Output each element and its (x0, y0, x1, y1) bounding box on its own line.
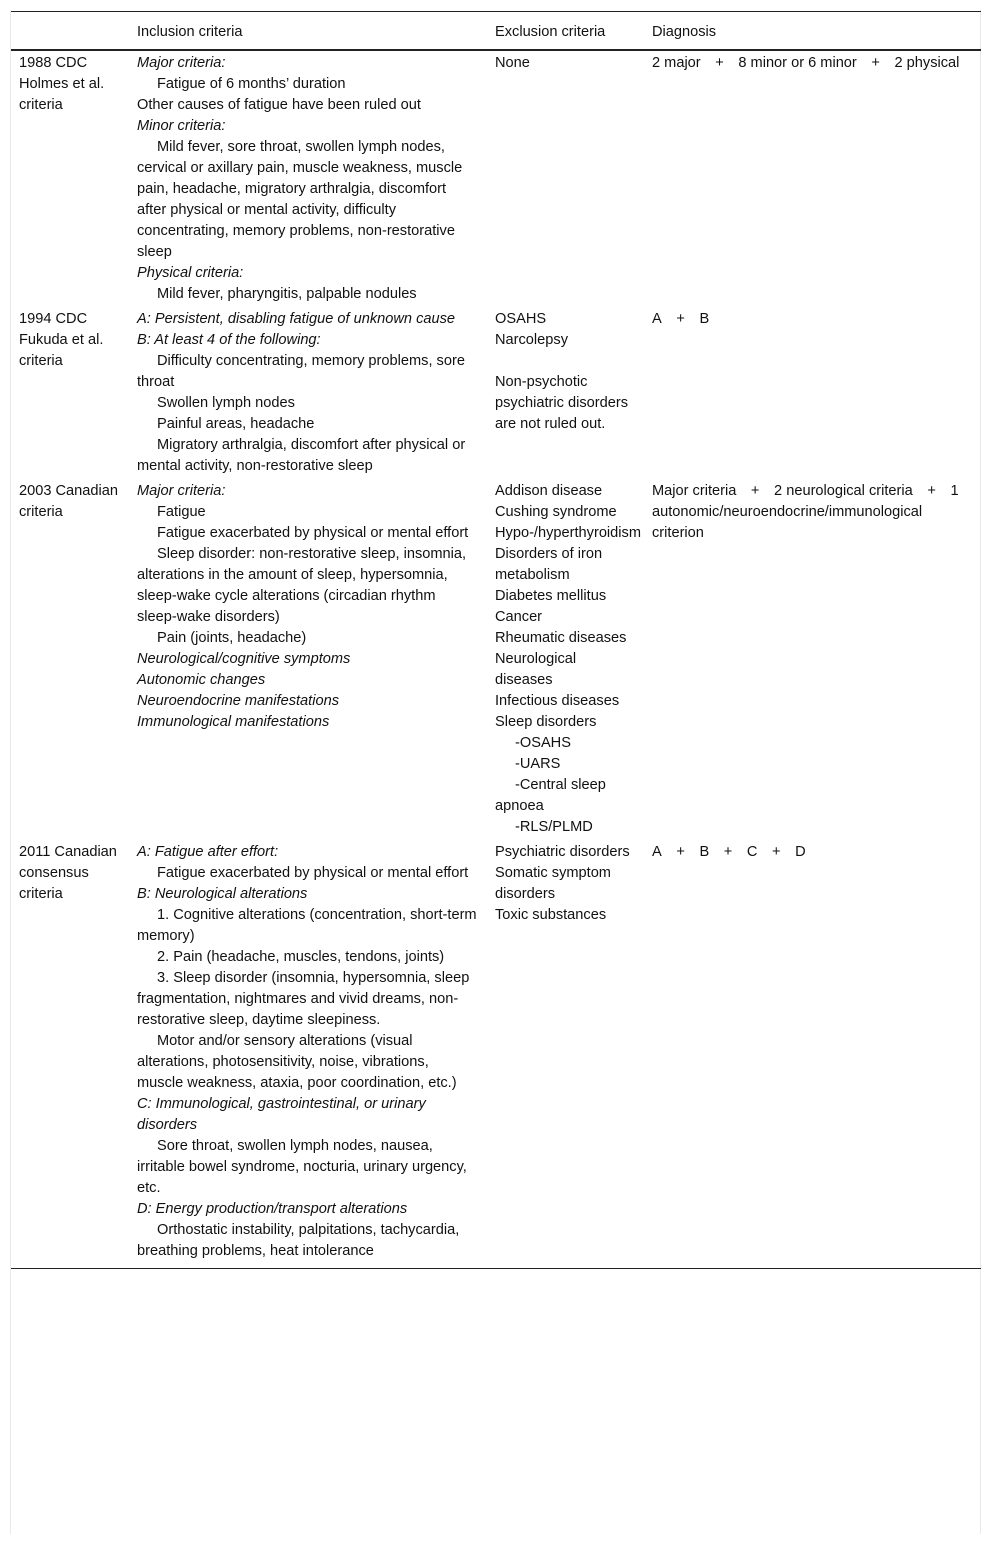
criteria-line: Cancer (495, 609, 543, 625)
table-row (11, 50, 981, 307)
criteria-line: Fatigue of 6 months’ duration (157, 76, 346, 92)
criteria-heading: Neurological/cognitive symptoms (137, 651, 351, 667)
criteria-line: Orthostatic instability, palpitations, tachycardia, breathing problems, heat intolerance (137, 1222, 460, 1259)
criteria-heading: Physical criteria: (137, 265, 244, 281)
header-diagnosis: Diagnosis (652, 23, 717, 40)
criteria-line: Sleep disorders (495, 714, 597, 730)
criteria-line: Migratory arthralgia, discomfort after physical or mental activity, non-restorative sleep (137, 437, 466, 474)
criteria-heading: Autonomic changes (137, 672, 266, 688)
diagnosis-cell: A + B + C + D (652, 844, 806, 860)
header-criteria-set (11, 12, 129, 51)
exclusion-cell (487, 50, 644, 307)
criteria-line: Sore throat, swollen lymph nodes, nausea, irritable bowel syndrome, nocturia, urinary urgency, etc. (137, 1138, 467, 1196)
criteria-line: 1. Cognitive alterations (concentration, short-term memory) (137, 907, 477, 944)
criteria-line: Fatigue exacerbated by physical or mental effort (157, 525, 469, 541)
criteria-set-name: 2011 Canadian consensus criteria (19, 844, 117, 902)
exclusion-cell (487, 479, 644, 840)
criteria-line: Narcolepsy (495, 332, 568, 348)
criteria-line: 2. Pain (headache, muscles, tendons, joints) (157, 949, 445, 965)
criteria-heading: D: Energy production/transport alterations (137, 1201, 408, 1217)
criteria-line: Fatigue (157, 504, 206, 520)
table-header-row (11, 12, 981, 51)
inclusion-cell (129, 50, 487, 307)
table-row (11, 307, 981, 479)
criteria-heading: Major criteria: (137, 55, 226, 71)
criteria-table (11, 11, 981, 1269)
table-row (11, 840, 981, 1269)
criteria-line: Sleep disorder: non-restorative sleep, insomnia, alterations in the amount of sleep, hypersomnia, sleep-wake cycle alterations (circadian rhythm sleep-wake disorders) (137, 546, 467, 625)
criteria-line: Fatigue exacerbated by physical or mental effort (157, 865, 469, 881)
criteria-line: Swollen lymph nodes (157, 395, 295, 411)
criteria-line: Non-psychotic psychiatric disorders are not ruled out. (495, 374, 629, 432)
exclusion-cell (487, 840, 644, 1269)
criteria-line: Painful areas, headache (157, 416, 315, 432)
criteria-line: Infectious diseases (495, 693, 620, 709)
criteria-line: -OSAHS (515, 735, 571, 751)
criteria-heading: C: Immunological, gastrointestinal, or urinary disorders (137, 1096, 426, 1133)
criteria-line: Diabetes mellitus (495, 588, 607, 604)
diagnosis-cell: Major criteria + 2 neurological criteria + 1 autonomic/neuroendocrine/immunological criterion (652, 483, 959, 541)
inclusion-cell (129, 479, 487, 840)
exclusion-cell (487, 307, 644, 479)
criteria-line: None (495, 55, 530, 71)
criteria-line: Neurological diseases (495, 651, 577, 688)
criteria-line: Other causes of fatigue have been ruled out (137, 97, 421, 113)
criteria-heading: Major criteria: (137, 483, 226, 499)
criteria-line: Disorders of iron metabolism (495, 546, 603, 583)
criteria-line: Addison disease (495, 483, 603, 499)
criteria-line: Mild fever, sore throat, swollen lymph nodes, cervical or axillary pain, muscle weakness, muscle pain, headache, migratory arthralgia, discomfort after physical or mental activity, difficulty concentrating, memory problems, non-restorative sleep (137, 139, 463, 260)
criteria-heading: A: Fatigue after effort: (137, 844, 279, 860)
criteria-line: Cushing syndrome (495, 504, 617, 520)
inclusion-cell (129, 307, 487, 479)
criteria-line: OSAHS (495, 311, 547, 327)
criteria-line: -UARS (515, 756, 561, 772)
blank-line (495, 351, 636, 372)
criteria-line: Mild fever, pharyngitis, palpable nodules (157, 286, 417, 302)
criteria-set-name: 2003 Canadian criteria (19, 483, 118, 520)
criteria-line: Hypo-/hyperthyroidism (495, 525, 641, 541)
table-row (11, 479, 981, 840)
header-exclusion: Exclusion criteria (495, 23, 606, 40)
criteria-heading: B: At least 4 of the following: (137, 332, 321, 348)
criteria-heading: A: Persistent, disabling fatigue of unknown cause (137, 311, 456, 327)
criteria-heading: Minor criteria: (137, 118, 226, 134)
criteria-line: Somatic symptom disorders (495, 865, 611, 902)
header-inclusion: Inclusion criteria (137, 23, 243, 40)
criteria-line: Motor and/or sensory alterations (visual alterations, photosensitivity, noise, vibrations, muscle weakness, ataxia, poor coordination, etc.) (137, 1033, 457, 1091)
criteria-heading: B: Neurological alterations (137, 886, 308, 902)
criteria-line: Toxic substances (495, 907, 607, 923)
diagnosis-cell: A + B (652, 311, 710, 327)
criteria-line: -RLS/PLMD (515, 819, 593, 835)
criteria-set-name: 1994 CDC Fukuda et al. criteria (19, 311, 104, 369)
criteria-set-name: 1988 CDC Holmes et al. criteria (19, 55, 105, 113)
criteria-line: -Central sleep apnoea (495, 777, 606, 814)
diagnosis-cell: 2 major + 8 minor or 6 minor + 2 physical (652, 55, 960, 71)
criteria-line: Difficulty concentrating, memory problems, sore throat (137, 353, 465, 390)
criteria-heading: Neuroendocrine manifestations (137, 693, 339, 709)
criteria-line: Rheumatic diseases (495, 630, 627, 646)
criteria-line: Psychiatric disorders (495, 844, 630, 860)
criteria-line: Pain (joints, headache) (157, 630, 307, 646)
criteria-heading: Immunological manifestations (137, 714, 330, 730)
inclusion-cell (129, 840, 487, 1269)
criteria-line: 3. Sleep disorder (insomnia, hypersomnia, sleep fragmentation, nightmares and vivid dreams, non-restorative sleep, daytime sleepiness. (137, 970, 470, 1028)
